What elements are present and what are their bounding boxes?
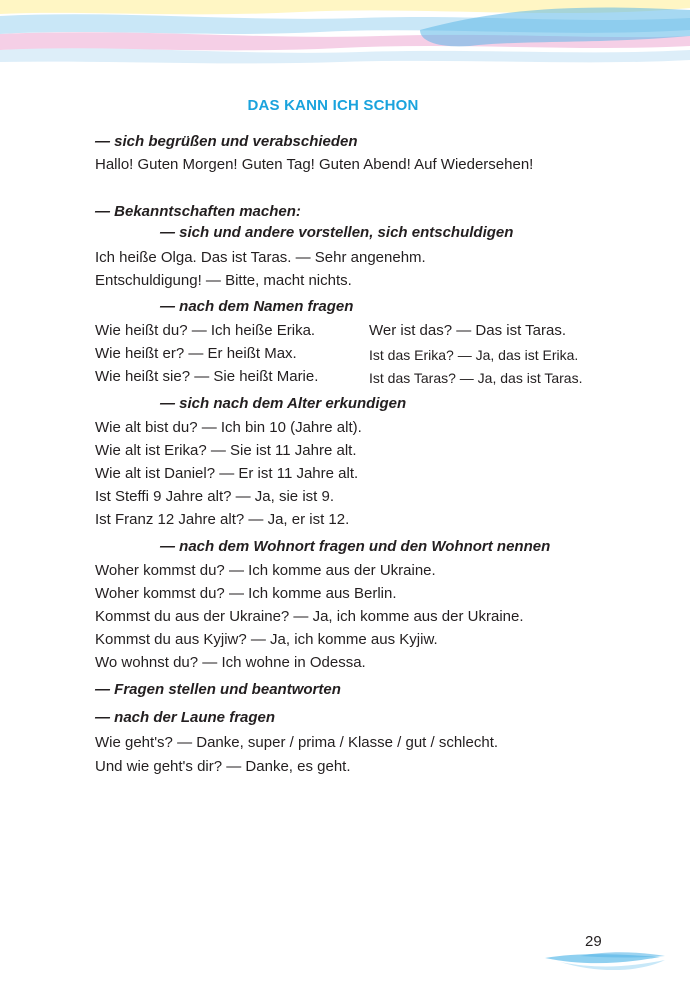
text-line: Wie alt ist Daniel? — Er ist 11 Jahre alt.	[95, 465, 359, 482]
top-wave-decoration	[0, 0, 690, 70]
page-title: DAS KANN ICH SCHON	[247, 97, 419, 114]
subheading-mood: — nach der Laune fragen	[95, 709, 276, 726]
text-line: Wie heißt du? — Ich heiße Erika.	[95, 322, 316, 339]
text-line: Ich heiße Olga. Das ist Taras. — Sehr angenehm.	[95, 249, 426, 266]
text-line: Wer ist das? — Das ist Taras.	[369, 322, 567, 339]
text-line: Ist Steffi 9 Jahre alt? — Ja, sie ist 9.	[95, 488, 334, 505]
subheading-residence: — nach dem Wohnort fragen und den Wohnort nennen	[160, 538, 551, 555]
heading-greetings: — sich begrüßen und verabschieden	[95, 133, 358, 150]
text-line: Hallo! Guten Morgen! Guten Tag! Guten Abend! Auf Wiedersehen!	[95, 156, 534, 173]
text-line: Ist das Taras? — Ja, das ist Taras.	[369, 370, 583, 386]
text-line: Entschuldigung! — Bitte, macht nichts.	[95, 272, 352, 289]
text-line: Wie alt bist du? — Ich bin 10 (Jahre alt).	[95, 419, 362, 436]
text-line: Kommst du aus der Ukraine? — Ja, ich komme aus der Ukraine.	[95, 608, 524, 625]
text-line: Ist das Erika? — Ja, das ist Erika.	[369, 347, 579, 363]
text-line: Und wie geht's dir? — Danke, es geht.	[95, 758, 351, 775]
text-line: Wie alt ist Erika? — Sie ist 11 Jahre alt.	[95, 442, 357, 459]
heading-questions: — Fragen stellen und beantworten	[95, 681, 341, 698]
text-line: Woher kommst du? — Ich komme aus der Ukraine.	[95, 562, 436, 579]
text-line: Wie geht's? — Danke, super / prima / Klasse / gut / schlecht.	[95, 734, 499, 751]
text-line: Wie heißt sie? — Sie heißt Marie.	[95, 368, 319, 385]
text-line: Wie heißt er? — Er heißt Max.	[95, 345, 297, 362]
text-line: Ist Franz 12 Jahre alt? — Ja, er ist 12.	[95, 511, 350, 528]
text-line: Kommst du aus Kyjiw? — Ja, ich komme aus Kyjiw.	[95, 631, 438, 648]
text-line: Wo wohnst du? — Ich wohne in Odessa.	[95, 654, 366, 671]
subheading-introduce: — sich und andere vorstellen, sich entschuldigen	[160, 224, 514, 241]
subheading-names: — nach dem Namen fragen	[160, 298, 354, 315]
subheading-age: — sich nach dem Alter erkundigen	[160, 395, 407, 412]
heading-acquaintance: — Bekanntschaften machen:	[95, 203, 301, 220]
text-line: Woher kommst du? — Ich komme aus Berlin.	[95, 585, 397, 602]
page-number: 29	[585, 933, 602, 950]
